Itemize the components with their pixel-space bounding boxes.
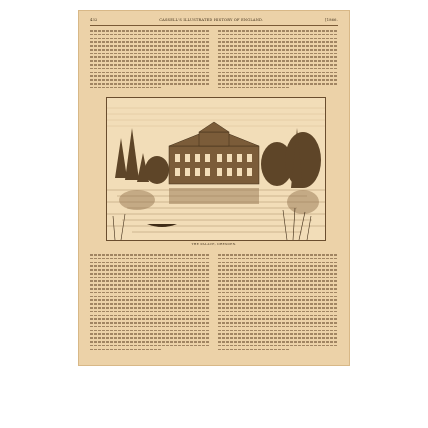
text-line <box>90 318 210 320</box>
text-line <box>218 296 338 298</box>
text-line <box>218 45 338 47</box>
text-line <box>90 75 210 77</box>
text-line <box>90 284 210 286</box>
text-line <box>90 333 210 335</box>
text-line <box>218 303 338 305</box>
text-column-left-bottom <box>90 254 210 352</box>
text-line <box>90 330 210 332</box>
text-line <box>90 72 210 74</box>
text-line <box>218 349 290 351</box>
running-header <box>90 16 338 24</box>
text-line <box>90 277 210 279</box>
text-line <box>218 292 338 294</box>
text-line <box>218 269 338 271</box>
header-year: [1866. <box>325 18 338 22</box>
text-line <box>218 273 338 275</box>
text-line <box>218 87 290 89</box>
text-column-left-top <box>90 30 210 91</box>
text-line <box>218 318 338 320</box>
text-line <box>218 333 338 335</box>
text-line <box>90 49 210 51</box>
running-title: CASSELL'S ILLUSTRATED HISTORY OF ENGLAND. <box>159 18 264 22</box>
text-column-right-bottom <box>218 254 338 352</box>
text-line <box>218 68 338 70</box>
text-line <box>218 60 338 62</box>
text-line <box>218 345 338 347</box>
text-line <box>90 262 210 264</box>
text-line <box>90 265 210 267</box>
text-line <box>218 56 338 58</box>
text-line <box>218 337 338 339</box>
text-line <box>90 307 210 309</box>
text-line <box>218 72 338 74</box>
text-line <box>90 45 210 47</box>
text-line <box>90 296 210 298</box>
text-line <box>90 322 210 324</box>
text-line <box>90 30 210 32</box>
text-line <box>90 56 210 58</box>
illustration-caption: THE PALACE, DRESDEN. <box>191 242 237 246</box>
text-line <box>218 280 338 282</box>
text-line <box>90 292 210 294</box>
text-line <box>90 53 210 55</box>
text-line <box>218 49 338 51</box>
text-line <box>90 288 210 290</box>
text-line <box>90 83 210 85</box>
palace-engraving <box>107 98 325 240</box>
text-line <box>218 307 338 309</box>
text-line <box>90 79 210 81</box>
page-number: 432 <box>90 18 98 22</box>
text-line <box>218 64 338 66</box>
text-line <box>218 53 338 55</box>
text-line <box>218 311 338 313</box>
text-line <box>90 315 210 317</box>
text-line <box>218 75 338 77</box>
text-line <box>90 34 210 36</box>
text-line <box>90 337 210 339</box>
text-line <box>218 299 338 301</box>
text-line <box>218 288 338 290</box>
text-line <box>90 280 210 282</box>
text-line <box>218 330 338 332</box>
text-line <box>90 326 210 328</box>
text-line <box>218 254 338 256</box>
text-line <box>90 269 210 271</box>
text-line <box>218 38 338 40</box>
text-line <box>90 60 210 62</box>
text-line <box>218 326 338 328</box>
text-line <box>90 311 210 313</box>
text-line <box>218 30 338 32</box>
text-line <box>90 299 210 301</box>
text-line <box>218 322 338 324</box>
book-page <box>78 10 350 366</box>
text-line <box>218 284 338 286</box>
text-column-right-top <box>218 30 338 91</box>
text-line <box>90 64 210 66</box>
text-line <box>218 315 338 317</box>
text-line <box>90 341 210 343</box>
text-line <box>218 258 338 260</box>
text-line <box>218 341 338 343</box>
text-line <box>218 277 338 279</box>
text-line <box>90 41 210 43</box>
text-line <box>90 303 210 305</box>
text-line <box>218 79 338 81</box>
text-line <box>90 349 162 351</box>
header-rule <box>90 25 338 26</box>
text-line <box>218 83 338 85</box>
text-line <box>218 34 338 36</box>
text-line <box>218 41 338 43</box>
text-line <box>90 68 210 70</box>
text-line <box>218 265 338 267</box>
engraving-illustration <box>106 97 326 241</box>
text-line <box>90 258 210 260</box>
text-line <box>218 262 338 264</box>
text-line <box>90 254 210 256</box>
text-line <box>90 38 210 40</box>
text-line <box>90 345 210 347</box>
text-line <box>90 87 162 89</box>
text-line <box>90 273 210 275</box>
